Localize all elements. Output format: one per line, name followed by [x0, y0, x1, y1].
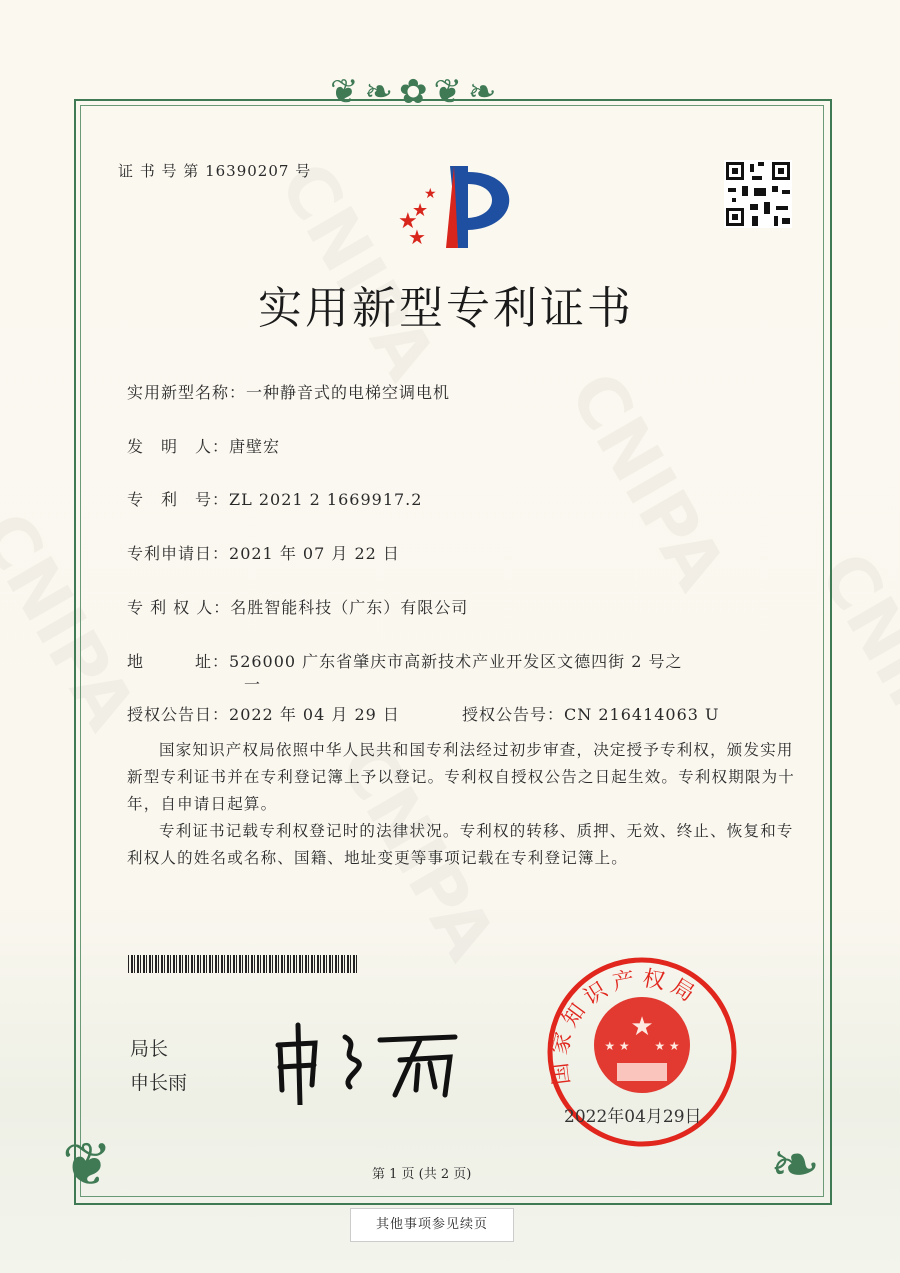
qr-code — [724, 160, 792, 228]
certificate-title: 实用新型专利证书 — [258, 283, 634, 334]
corner-ornament-icon: ❦ — [62, 1130, 113, 1200]
field-patent-number: 专 利 号：ZL 2021 2 1669917.2 — [127, 490, 423, 509]
svg-text:★: ★ — [408, 225, 426, 249]
field-address-continued: 一 — [244, 675, 262, 694]
field-inventor: 发 明 人：唐壁宏 — [127, 437, 281, 456]
page-indicator: 第 1 页 (共 2 页) — [372, 1167, 472, 1182]
svg-text:★: ★ — [398, 209, 418, 234]
corner-ornament-icon: ❧ — [770, 1130, 821, 1200]
svg-text:★ ★: ★ ★ — [654, 1039, 680, 1053]
director-title: 局长 — [130, 1038, 169, 1060]
svg-text:★: ★ — [424, 186, 437, 202]
director-name: 申长雨 — [130, 1072, 188, 1094]
paragraph-grant-statement: 国家知识产权局依照中华人民共和国专利法经过初步审查，决定授予专利权，颁发实用新型专利证书并在专利登记簿上予以登记。专利权自授权公告之日起生效。专利权期限为十年，自申请日起算。 — [127, 741, 796, 813]
field-address: 地 址：526000 广东省肇庆市高新技术产业开发区文德四街 2 号之 — [127, 652, 683, 671]
svg-text:★ ★: ★ ★ — [604, 1039, 630, 1053]
cnipa-logo-icon — [388, 158, 518, 253]
top-ornament-icon: ❦❧✿❦❧ — [330, 72, 503, 112]
field-grant-date: 授权公告日：2022 年 04 月 29 日 — [127, 705, 400, 724]
certificate-number: 证 书 号 第 16390207 号 — [118, 162, 312, 180]
continuation-note: 其他事项参见续页 — [350, 1208, 514, 1242]
svg-text:★: ★ — [412, 200, 429, 221]
barcode — [128, 955, 358, 973]
field-announcement-number: 授权公告号：CN 216414063 U — [462, 705, 720, 724]
director-signature — [270, 1015, 470, 1105]
field-application-date: 专利申请日：2021 年 07 月 22 日 — [127, 544, 400, 563]
paragraph-legal-status: 专利证书记载专利权登记时的法律状况。专利权的转移、质押、无效、终止、恢复和专利权人的姓名或名称、国籍、地址变更等事项记载在专利登记簿上。 — [127, 822, 794, 867]
field-patentee: 专 利 权 人：名胜智能科技（广东）有限公司 — [127, 598, 469, 617]
field-utility-model-name: 实用新型名称：一种静音式的电梯空调电机 — [127, 383, 451, 402]
svg-text:国家知识产权局: 国家知识产权局 — [547, 966, 704, 1087]
seal-date: 2022年04月29日 — [564, 1107, 702, 1127]
svg-text:★: ★ — [630, 1012, 654, 1042]
